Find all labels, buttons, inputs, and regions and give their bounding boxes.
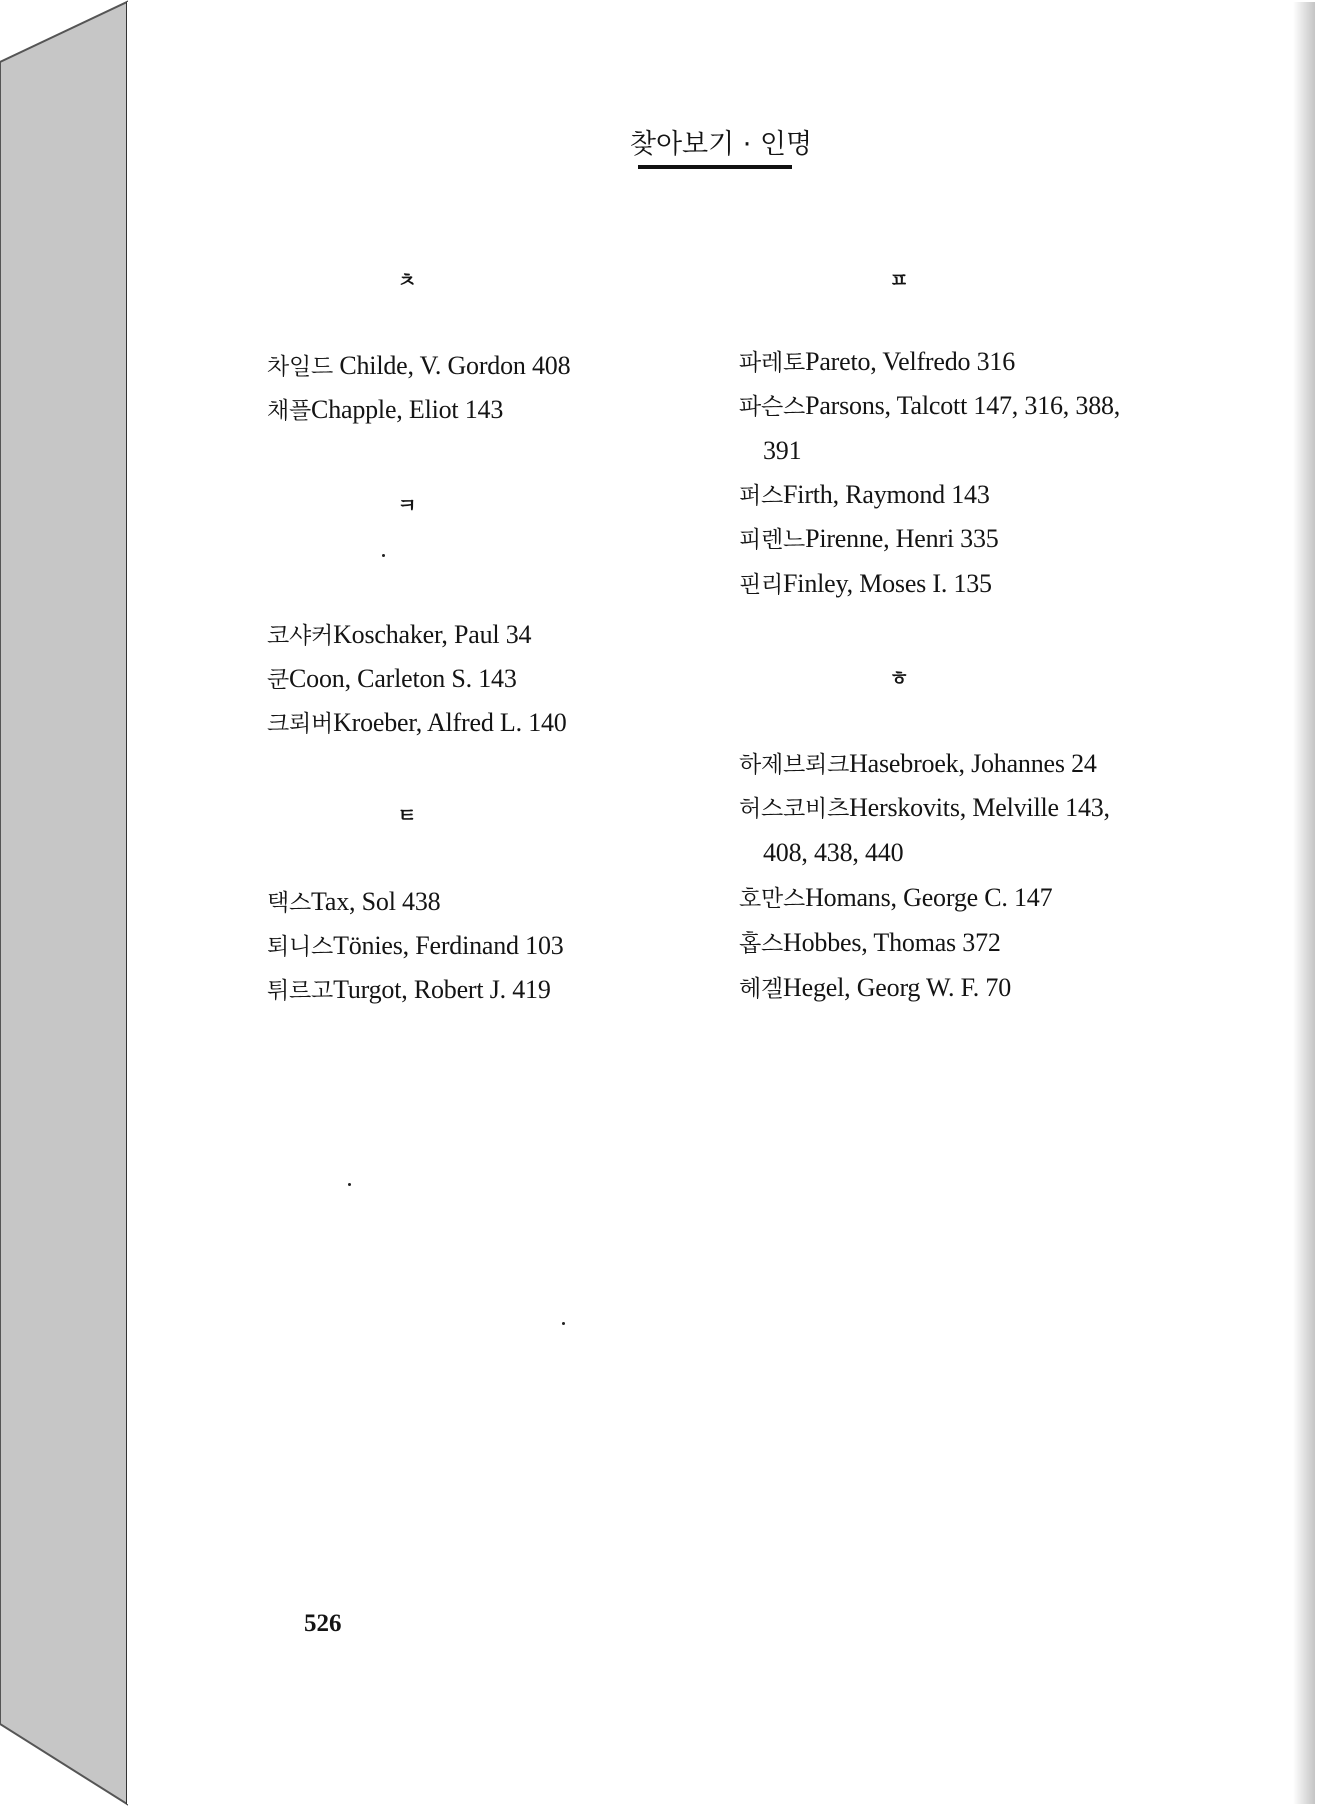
korean-name: 호만스 [739,886,806,912]
korean-name: 퇴니스 [267,934,334,960]
scan-speck [562,1322,565,1325]
korean-name: 채플 [267,398,312,424]
korean-name: 쿤 [267,667,290,693]
entry-text: Koschaker, Paul 34 [333,620,532,649]
entry-text: Herskovits, Melville 143, [849,793,1110,822]
korean-name: 피렌느 [739,527,806,553]
korean-name: 파슨스 [739,394,806,420]
index-entry [739,384,1120,473]
index-entry [267,968,551,1013]
korean-name: 파레토 [739,350,806,376]
index-entry [739,966,1011,1011]
korean-name: 크뢰버 [267,711,334,737]
entry-text: Chapple, Eliot 143 [311,395,504,424]
section-heading-kieuk: ㅋ [397,493,417,517]
index-entry [739,921,1001,966]
korean-name: 핀리 [739,572,784,598]
korean-name: 코샤커 [267,623,334,649]
index-entry [739,786,1110,875]
korean-name: 튀르고 [267,978,334,1004]
index-entry [267,657,517,702]
section-heading-tieut: ㅌ [397,803,417,827]
index-entry [267,613,531,658]
entry-continuation: 391 [763,436,802,465]
korean-name: 퍼스 [739,483,784,509]
entry-continuation: 408, 438, 440 [763,838,904,867]
scan-speck [348,1183,351,1186]
entry-text: Tax, Sol 438 [311,887,441,916]
page-edge-shadow [1293,2,1315,1804]
korean-name: 차일드 [267,354,334,380]
scan-speck [382,554,385,557]
index-entry [739,517,999,562]
book-page [127,2,1315,1804]
index-entry [739,473,990,518]
entry-text: Turgot, Robert J. 419 [333,975,551,1004]
entry-text: Coon, Carleton S. 143 [289,664,517,693]
index-entry [739,876,1052,921]
entry-text: Parsons, Talcott 147, 316, 388, [805,391,1121,420]
index-entry [267,344,570,389]
index-entry [739,340,1015,385]
korean-name: 하제브뢰크 [739,752,850,778]
index-entry [267,880,440,925]
korean-name: 허스코비츠 [739,796,850,822]
index-entry [267,701,567,746]
entry-text: Hegel, Georg W. F. 70 [783,973,1011,1002]
index-entry [739,742,1097,787]
entry-text: Pareto, Velfredo 316 [805,347,1016,376]
index-entry [267,388,503,433]
korean-name: 헤겔 [739,976,784,1002]
page-title: 찾아보기 · 인명 [629,129,813,160]
entry-text: Hasebroek, Johannes 24 [849,749,1097,778]
entry-text: Hobbes, Thomas 372 [783,928,1001,957]
index-entry [267,924,564,969]
entry-text: Firth, Raymond 143 [783,480,990,509]
entry-text: Pirenne, Henri 335 [805,524,999,553]
section-heading-pieup: ㅍ [889,268,909,292]
entry-text: Tönies, Ferdinand 103 [333,931,564,960]
page-number: 526 [304,1610,342,1637]
index-entry [739,562,992,607]
entry-text: Finley, Moses I. 135 [783,569,992,598]
section-heading-chieut: ㅊ [397,268,417,292]
korean-name: 택스 [267,890,312,916]
title-underline [638,165,792,169]
section-heading-hieut: ㅎ [889,666,909,690]
entry-text: Childe, V. Gordon 408 [333,351,571,380]
entry-text: Kroeber, Alfred L. 140 [333,708,567,737]
korean-name: 홉스 [739,931,784,957]
entry-text: Homans, George C. 147 [805,883,1053,912]
